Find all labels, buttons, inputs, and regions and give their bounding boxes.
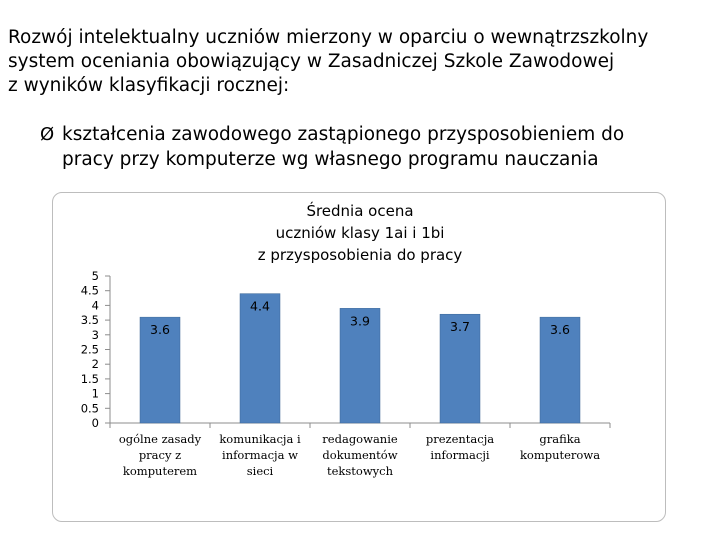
category-label: informacji (430, 448, 490, 462)
chart-title-line-1: Średnia ocena (306, 202, 414, 220)
y-tick-label: 1 (91, 386, 99, 401)
data-label: 3.6 (550, 322, 570, 338)
chart-title-line-2: uczniów klasy 1ai i 1bi (275, 224, 445, 242)
category-label: pracy z (138, 448, 182, 462)
category-label: komunikacja i (219, 432, 301, 446)
y-tick-label: 4 (91, 298, 99, 313)
y-tick-label: 1.5 (80, 371, 99, 386)
category-label: informacja w (222, 448, 298, 462)
heading-line-1: Rozwój intelektualny uczniów mierzony w oparciu o wewnątrzszkolny (8, 27, 649, 48)
y-tick-label: 3.5 (80, 313, 99, 328)
y-tick-label: 4.5 (80, 283, 99, 298)
category-label: dokumentów (322, 448, 398, 462)
data-label: 4.4 (250, 298, 270, 314)
bullet-line-1: kształcenia zawodowego zastąpionego przysposobieniem do (62, 124, 625, 145)
category-label: komputerem (122, 464, 198, 478)
chart-title-line-3: z przysposobienia do pracy (257, 246, 463, 264)
y-tick-label: 0 (91, 416, 99, 430)
heading-line-3: z wyników klasyfikacji rocznej: (8, 75, 290, 96)
category-label: sieci (246, 464, 274, 478)
data-label: 3.7 (450, 319, 470, 335)
data-label: 3.9 (350, 313, 370, 329)
category-label: grafika (539, 432, 581, 446)
category-label: komputerowa (519, 448, 601, 462)
category-label: ogólne zasady (118, 432, 202, 446)
arrow-bullet-icon: Ø (40, 124, 55, 145)
y-tick-label: 5 (91, 269, 99, 283)
data-label: 3.6 (150, 322, 170, 338)
category-label: tekstowych (326, 464, 394, 478)
y-tick-label: 0.5 (80, 401, 99, 416)
y-tick-label: 3 (91, 327, 99, 342)
y-tick-label: 2.5 (80, 342, 99, 357)
heading-line-2: system oceniania obowiązujący w Zasadniczej Szkole Zawodowej (8, 51, 615, 72)
category-label: redagowanie (322, 432, 398, 446)
bullet-line-2: pracy przy komputerze wg własnego programu nauczania (62, 149, 599, 170)
category-label: prezentacja (425, 432, 495, 446)
y-tick-label: 2 (91, 357, 99, 372)
